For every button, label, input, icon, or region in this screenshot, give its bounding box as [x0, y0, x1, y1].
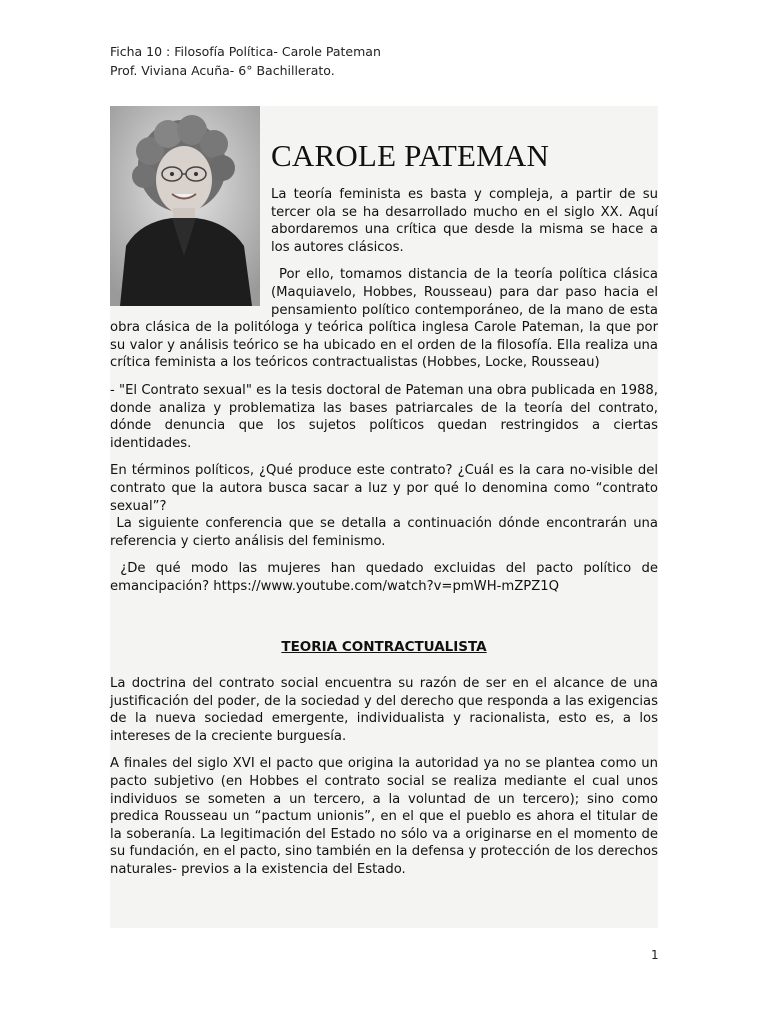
header-line-teacher: Prof. Viviana Acuña- 6° Bachillerato.	[110, 63, 335, 78]
paragraph-questions: En términos políticos, ¿Qué produce este contrato? ¿Cuál es la cara no-visible del contrato que la autora busca sacar a luz y por qué lo denomina como “contrato sexual”?	[110, 463, 658, 514]
page-number: 1	[651, 948, 659, 962]
paragraph-siglo-xvi: A finales del siglo XVI el pacto que origina la autoridad ya no se plantea como un pacto subjetivo (en Hobbes el contrato social se realiza mediante el cual unos individuos se someten a un tercero, a la voluntad de un tercero); sino como predica Rousseau un “pactum unionis”, en el que el pueblo es ahora el titular de la soberanía. La legitimación del Estado no sólo va a originarse en el momento de su fundación, en el pacto, sino también en la defensa y protección de los derechos naturales- previos a la existencia del Estado.	[110, 756, 658, 877]
content-area	[110, 106, 663, 928]
paragraph-video-link: ¿De qué modo las mujeres han quedado excluidas del pacto político de emancipación? https://www.youtube.com/watch?v=pmWH-mZPZ1Q	[110, 561, 663, 594]
paragraph-conference: La siguiente conferencia que se detalla a continuación dónde encontrarán una referencia y cierto análisis del feminismo.	[110, 516, 663, 549]
portrait-photo	[110, 106, 260, 306]
document-header	[110, 42, 381, 80]
paragraph-intro: La teoría feminista es basta y compleja, a partir de su tercer ola se ha desarrollado mucho en el siglo XX. Aquí abordaremos una crítica que desde la misma se hace a los autores clásicos.	[271, 187, 658, 255]
portrait-photo-icon	[110, 106, 260, 306]
paragraph-contrato-sexual: - "El Contrato sexual" es la tesis doctoral de Pateman una obra publicada en 1988, donde analiza y problematiza las bases patriarcales de la teoría del contrato, dónde denuncia que los sujetos políticos quedan restringidos a ciertas identidades.	[110, 382, 658, 451]
paragraph-doctrina: La doctrina del contrato social encuentra su razón de ser en el alcance de una justificación del poder, de la sociedad y del derecho que responda a las exigencias de la nueva sociedad emergente, individualista y racionalista, esto es, a los intereses de la creciente burguesía.	[110, 676, 658, 744]
section-heading: TEORIA CONTRACTUALISTA	[281, 639, 487, 656]
header-line-course: Ficha 10 : Filosofía Política- Carole Pateman	[110, 44, 381, 59]
paragraph-pateman: Por ello, tomamos distancia de la teoría política clásica (Maquiavelo, Hobbes, Rousseau) para dar paso hacia el pensamiento político contemporáneo, de la mano de esta obra clásica de la politóloga y teórica política inglesa Carole Pateman, la que por su valor y análisis teórico se ha ubicado en el orden de la filosofía. Ella realiza una crítica feminista a los teóricos contractualistas (Hobbes, Locke, Rousseau)	[110, 267, 658, 371]
page-title: CAROLE PATEMAN	[271, 138, 550, 173]
